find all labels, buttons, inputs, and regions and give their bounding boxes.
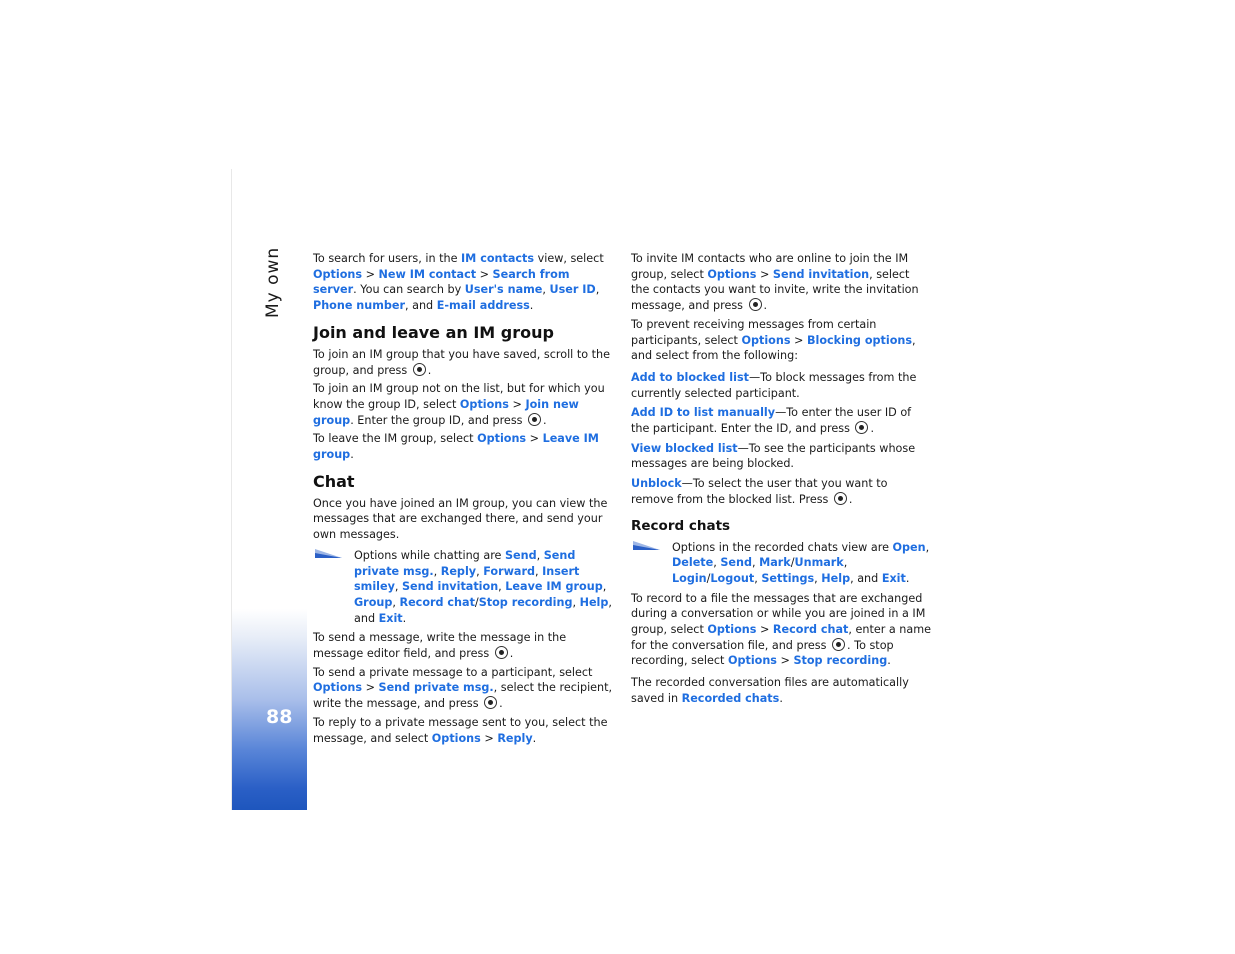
link-settings[interactable]: Settings	[761, 571, 815, 585]
text: —To see the participants whose messages are being blocked.	[631, 441, 916, 471]
text: /	[474, 595, 479, 609]
text: ,	[754, 571, 762, 585]
link-im-contacts[interactable]: IM contacts	[461, 252, 535, 265]
text: , and select from the following:	[631, 333, 916, 363]
text: Options in the recorded chats view are	[672, 540, 893, 554]
text: ,	[394, 580, 402, 594]
text: ,	[751, 556, 760, 570]
text: To send a message, write the message in the message editor field, and press	[313, 631, 567, 661]
text: view, select	[534, 252, 604, 265]
text: .	[905, 571, 910, 585]
join-saved-paragraph	[313, 347, 613, 378]
join-new-paragraph	[313, 381, 613, 428]
chapter-title: My own	[263, 246, 283, 318]
text: To join an IM group that you have saved, scroll to the group, and press	[313, 347, 610, 377]
link-options[interactable]: Options	[459, 397, 509, 411]
text: .	[779, 691, 783, 705]
text: .	[509, 647, 514, 661]
link-unblock[interactable]: Unblock	[631, 477, 682, 491]
text: To search for users, in the	[313, 252, 462, 265]
link-email-address[interactable]: E-mail address	[436, 299, 530, 313]
item-unblock	[631, 476, 931, 507]
text: , select the contacts you want to invite, write the invitation message, and press	[631, 267, 919, 313]
text: To record to a file the messages that are exchanged during a conversation or while you are joined in a IM group, select	[631, 591, 926, 637]
link-open[interactable]: Open	[892, 540, 926, 554]
joystick-key-icon	[834, 492, 847, 505]
text: .	[427, 363, 432, 377]
joystick-key-icon	[484, 696, 497, 709]
text: ,	[476, 564, 484, 578]
text: >	[526, 432, 543, 446]
text: ,	[536, 548, 544, 562]
link-options[interactable]: Options	[707, 623, 757, 637]
item-view-blocked-list	[631, 441, 931, 472]
link-user-id[interactable]: User ID	[549, 283, 596, 297]
left-column	[313, 251, 613, 749]
link-stop-recording[interactable]: Stop recording	[478, 595, 573, 609]
record-options-note	[631, 540, 931, 587]
chat-options-note	[313, 548, 613, 627]
text: .	[848, 492, 853, 506]
text: —To block messages from the currently selected participant.	[631, 370, 917, 400]
text: , select the recipient, write the message, and press	[313, 681, 613, 711]
text: To join an IM group not on the list, but for which you know the group ID, select	[313, 382, 605, 411]
joystick-key-icon	[832, 638, 845, 651]
text: To leave the IM group, select	[313, 432, 478, 446]
link-send[interactable]: Send	[720, 556, 752, 570]
link-exit[interactable]: Exit	[881, 571, 906, 585]
text: ,	[713, 556, 721, 570]
text: .	[543, 413, 547, 427]
text: The recorded conversation files are automatically saved in	[631, 676, 909, 705]
link-join-new-group[interactable]: Join new group	[313, 397, 579, 427]
link-leave-im-group[interactable]: Leave IM group	[313, 432, 599, 462]
text: ,	[843, 556, 848, 570]
text: To invite IM contacts who are online to join the IM group, select	[631, 252, 909, 281]
invite-paragraph	[631, 251, 931, 314]
link-send-invitation[interactable]: Send invitation	[402, 580, 499, 594]
link-record-chat[interactable]: Record chat	[772, 623, 849, 637]
link-help[interactable]: Help	[821, 571, 851, 585]
heading-join-leave: Join and leave an IM group	[313, 322, 554, 342]
text: ,	[595, 283, 600, 297]
text: ,	[814, 571, 822, 585]
text: >	[362, 267, 379, 281]
text: ,	[542, 283, 550, 297]
link-options[interactable]: Options	[727, 654, 777, 668]
joystick-key-icon	[413, 363, 426, 376]
text: , enter a name for the conversation file, and press	[631, 623, 932, 652]
note-arrow-icon	[633, 541, 660, 550]
text: ,	[535, 564, 543, 578]
chat-intro-paragraph: Once you have joined an IM group, you can view the messages that are exchanged there, and send your own messages.	[313, 496, 608, 542]
text: >	[476, 267, 493, 281]
link-logout[interactable]: Logout	[710, 571, 755, 585]
text: , and	[354, 595, 612, 625]
blocking-paragraph	[631, 317, 931, 364]
search-paragraph	[313, 251, 613, 314]
link-send-private-msg[interactable]: Send private msg.	[378, 681, 494, 695]
text: >	[362, 681, 379, 695]
page-number: 88	[266, 706, 293, 728]
heading-chat: Chat	[313, 471, 355, 491]
link-options[interactable]: Options	[431, 731, 481, 745]
saved-paragraph	[631, 675, 931, 706]
text: ,	[498, 580, 506, 594]
text: To prevent receiving messages from certain participants, select	[631, 317, 877, 347]
link-recorded-chats[interactable]: Recorded chats	[681, 691, 780, 705]
note-arrow-icon	[315, 549, 342, 558]
link-delete[interactable]: Delete	[672, 556, 714, 570]
text: .	[763, 299, 768, 313]
text: >	[480, 731, 498, 745]
text: .	[350, 448, 354, 462]
item-add-id-manually	[631, 405, 931, 436]
link-help[interactable]: Help	[579, 595, 609, 609]
joystick-key-icon	[749, 298, 762, 311]
link-reply[interactable]: Reply	[497, 731, 533, 745]
text: . You can search by	[353, 283, 465, 297]
link-send-invitation[interactable]: Send invitation	[772, 267, 870, 281]
text: ,	[433, 564, 441, 578]
text: .	[532, 731, 537, 745]
item-add-to-blocked-list	[631, 370, 931, 401]
text: , and	[405, 299, 437, 313]
joystick-key-icon	[495, 646, 508, 659]
text: .	[499, 697, 503, 711]
link-send-private-msg[interactable]: Send private msg.	[354, 548, 576, 578]
link-options[interactable]: Options	[477, 432, 527, 446]
private-message-paragraph	[313, 665, 613, 712]
text: >	[756, 267, 773, 281]
text: >	[776, 654, 794, 668]
link-reply[interactable]: Reply	[440, 564, 477, 578]
text: . To stop recording, select	[631, 638, 894, 668]
link-options[interactable]: Options	[707, 267, 757, 281]
link-stop-recording[interactable]: Stop recording	[793, 654, 888, 668]
record-paragraph	[631, 591, 931, 670]
text: . Enter the group ID, and press	[350, 413, 527, 427]
leave-paragraph	[313, 431, 613, 462]
text: ,	[572, 595, 580, 609]
heading-record-chats: Record chats	[631, 517, 731, 534]
link-forward[interactable]: Forward	[483, 564, 536, 578]
link-add-to-blocked-list[interactable]: Add to blocked list	[631, 370, 749, 384]
text: .	[402, 611, 407, 625]
right-column	[631, 251, 931, 710]
text: Options while chatting are	[354, 548, 505, 562]
link-users-name[interactable]: User's name	[464, 283, 543, 297]
joystick-key-icon	[855, 421, 868, 434]
text: .	[887, 654, 891, 668]
link-search-from-server[interactable]: Search from server	[313, 267, 570, 297]
text: , and	[850, 571, 882, 585]
link-options[interactable]: Options	[313, 681, 363, 695]
text: ,	[602, 580, 607, 594]
text: —To enter the user ID of the participant. Enter the ID, and press	[631, 406, 912, 436]
link-group[interactable]: Group	[354, 595, 393, 609]
link-new-im-contact[interactable]: New IM contact	[378, 267, 477, 281]
text: >	[790, 333, 807, 347]
link-blocking-options[interactable]: Blocking options	[807, 333, 913, 347]
link-unmark[interactable]: Unmark	[794, 556, 844, 570]
link-add-id-manually[interactable]: Add ID to list manually	[631, 406, 776, 420]
link-leave-im-group[interactable]: Leave IM group	[505, 580, 603, 594]
link-record-chat[interactable]: Record chat	[399, 595, 475, 609]
text: .	[870, 422, 875, 436]
link-exit[interactable]: Exit	[378, 611, 403, 625]
text: >	[756, 623, 773, 637]
text: ,	[392, 595, 400, 609]
reply-paragraph	[313, 715, 613, 746]
text: To reply to a private message sent to you, select the message, and select	[313, 715, 608, 745]
text: ,	[925, 540, 930, 554]
link-send[interactable]: Send	[505, 548, 537, 562]
link-insert-smiley[interactable]: Insert smiley	[354, 564, 580, 594]
link-options[interactable]: Options	[313, 267, 363, 281]
text: /	[790, 556, 795, 570]
text: /	[706, 571, 711, 585]
text: To send a private message to a participant, select	[313, 665, 593, 679]
send-message-paragraph	[313, 630, 613, 661]
text: >	[508, 397, 526, 411]
text: —To select the user that you want to remove from the blocked list. Press	[631, 477, 888, 506]
text: .	[529, 299, 534, 313]
joystick-key-icon	[528, 413, 541, 426]
link-mark[interactable]: Mark	[759, 556, 791, 570]
link-login[interactable]: Login	[672, 571, 707, 585]
link-view-blocked-list[interactable]: View blocked list	[631, 441, 738, 455]
link-phone-number[interactable]: Phone number	[313, 299, 405, 313]
link-options[interactable]: Options	[741, 333, 791, 347]
